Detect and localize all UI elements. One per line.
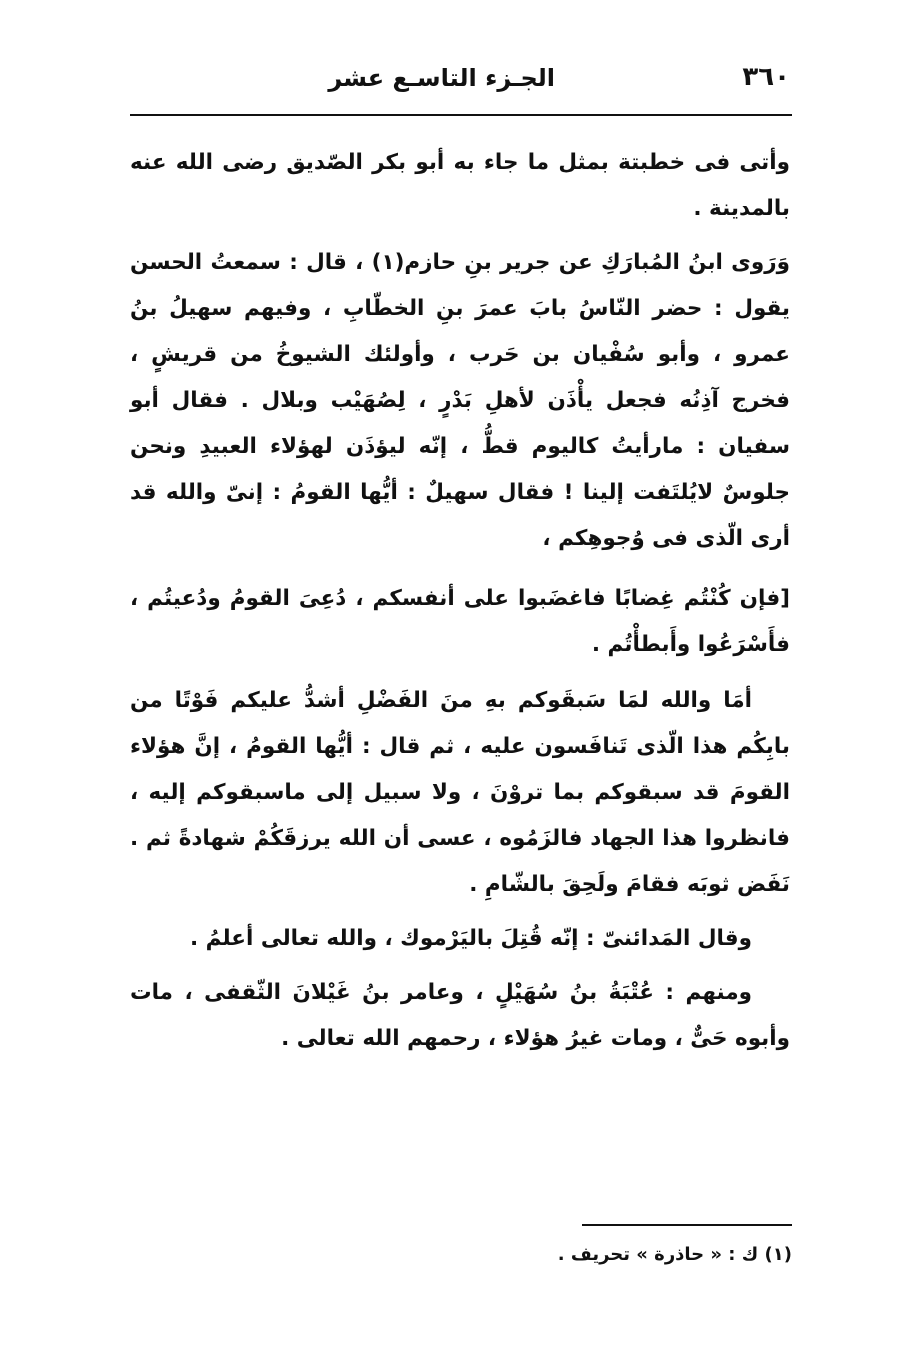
paragraph-1: وأتى فى خطبتة بمثل ما جاء به أبو بكر الصّديق رضى الله عنه بالمدينة . — [130, 150, 790, 221]
body-text — [130, 140, 790, 1062]
header-rule — [130, 114, 792, 116]
page-number: ٣٦٠ — [742, 62, 790, 92]
paragraph-6: ومنهم : عُتْبَةُ بنُ سُهَيْلٍ ، وعامر بنُ غَيْلانَ الثّقفى ، مات وأبوه حَىٌّ ، ومات غيرُ هؤلاء ، رحمهم الله تعالى . — [130, 980, 790, 1051]
running-title: الجـزء التاسـع عشر — [328, 64, 555, 92]
footnote-rule — [582, 1224, 792, 1226]
page-header — [130, 62, 790, 102]
paragraph-3: [فإن كُنْتُم غِضابًا فاغضَبوا على أنفسكم ، دُعِىَ القومُ ودُعيتُم ، فأَسْرَعُوا وأَبطأْتُم . — [130, 586, 790, 657]
paragraph-5: وقال المَدائنىّ : إنّه قُتِلَ باليَرْموك ، والله تعالى أعلمُ . — [189, 926, 752, 951]
paragraph-2: وَرَوى ابنُ المُبارَكِ عن جرير بنِ حازم(١) ، قال : سمعتُ الحسن يقول : حضر النّاسُ بابَ عمرَ بنِ الخطّابِ ، وفيهم سهيلُ بنُ عمرو ، وأبو سُفْيان بن حَرب ، وأولئك الشيوخُ من قريشٍ ، فخرج آذِنُه فجعل يأْذَن لأهلِ بَدْرٍ ، لِصُهَيْب وبلال . فقال أبو سفيان : مارأيتُ كاليوم قطُّ ، إنّه ليؤذَن لهؤلاء العبيدِ ونحن جلوسٌ لايُلتَفت إلينا ! فقال سهيلٌ : أيُّها القومُ : إنىّ والله قد أرى الّذى فى وُجوهِكم ، — [130, 250, 790, 551]
paragraph-4: أمَا والله لمَا سَبقَوكم بهِ منَ الفَضْلِ أشدُّ عليكم فَوْتًا من بابِكُم هذا الّذى تَنافَسون عليه ، ثم قال : أيُّها القومُ ، إنَّ هؤلاء القومَ قد سبقوكم بما تروْنَ ، ولا سبيل إلى ماسبقوكم إليه ، فانظروا هذا الجهاد فالزَمُوه ، عسى أن الله يرزقَكُمْ شهادةً ثم . نَفَض ثوبَه فقامَ ولَحِقَ بالشّامِ . — [130, 688, 790, 897]
footnote: (١) ك : « حاذرة » تحريف . — [557, 1244, 792, 1265]
